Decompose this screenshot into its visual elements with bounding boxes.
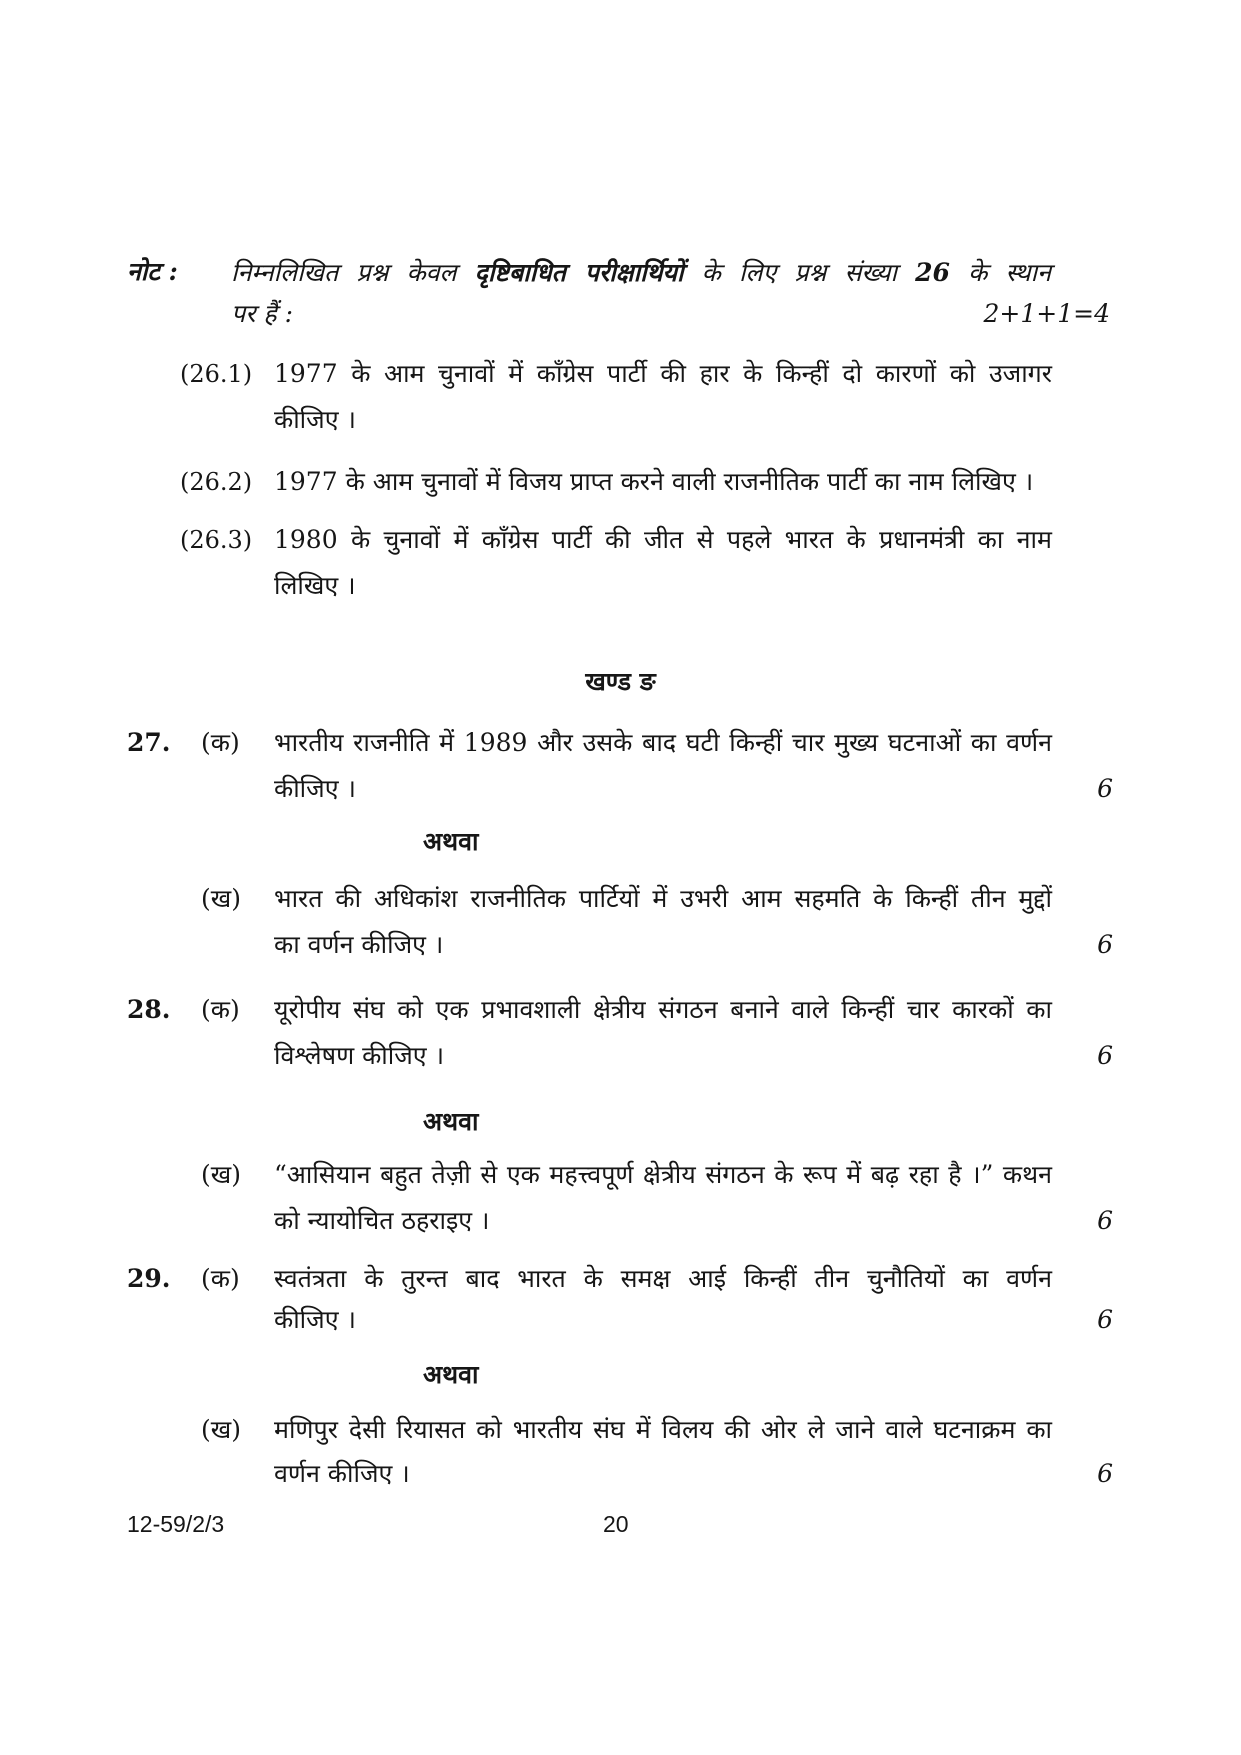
note-label: नोट :	[127, 257, 178, 286]
question-text: स्वतंत्रता के तुरन्त बाद भारत के समक्ष आई किन्हीं तीन चुनौतियों का वर्णन	[274, 1264, 1052, 1293]
or-label: अथवा	[423, 827, 479, 856]
question-text-cont: को न्यायोचित ठहराइए ।	[274, 1206, 490, 1235]
subquestion-text: 1977 के आम चुनावों में काँग्रेस पार्टी की हार के किन्हीं दो कारणों को उजागर	[274, 359, 1052, 388]
option-label: (क)	[201, 1264, 240, 1293]
question-number: 27.	[127, 728, 171, 757]
marks: 6	[1097, 1206, 1113, 1235]
option-label: (ख)	[201, 1160, 241, 1189]
question-text: भारत की अधिकांश राजनीतिक पार्टियों में उभरी आम सहमति के किन्हीं तीन मुद्दों	[274, 884, 1052, 913]
paper-code: 12-59/2/3	[127, 1511, 225, 1537]
question-text: “आसियान बहुत तेज़ी से एक महत्त्वपूर्ण क्षेत्रीय संगठन के रूप में बढ़ रहा है ।” कथन	[274, 1160, 1052, 1189]
subquestion-number: (26.2)	[180, 468, 253, 496]
subquestion-text: 1980 के चुनावों में काँग्रेस पार्टी की जीत से पहले भारत के प्रधानमंत्री का नाम	[274, 525, 1052, 554]
note-text-post: के स्थान	[949, 258, 1051, 287]
question-text-cont: कीजिए ।	[274, 1305, 356, 1334]
or-label: अथवा	[423, 1360, 479, 1389]
subquestion-text-cont: लिखिए ।	[274, 571, 356, 600]
question-text-cont: का वर्णन कीजिए ।	[274, 930, 444, 959]
marks: 6	[1097, 1041, 1113, 1070]
page-number: 20	[603, 1511, 629, 1537]
note-text	[231, 254, 1051, 292]
marks: 6	[1097, 1305, 1113, 1334]
subquestion-number: (26.3)	[180, 526, 253, 554]
subquestion-text: 1977 के आम चुनावों में विजय प्राप्त करने वाली राजनीतिक पार्टी का नाम लिखिए ।	[274, 467, 1034, 496]
option-label: (क)	[201, 995, 240, 1024]
question-number: 28.	[127, 995, 171, 1024]
section-heading: खण्ड ङ	[585, 667, 656, 696]
option-label: (क)	[201, 728, 240, 757]
marks: 6	[1097, 930, 1113, 959]
note-text-bold: दृष्टिबाधित परीक्षार्थियों	[474, 258, 684, 287]
question-number: 29.	[127, 1264, 171, 1293]
question-text-cont: विश्लेषण कीजिए ।	[274, 1041, 445, 1070]
option-label: (ख)	[201, 1415, 241, 1444]
note-text-line2: पर हैं :	[231, 299, 294, 328]
question-text: यूरोपीय संघ को एक प्रभावशाली क्षेत्रीय संगठन बनाने वाले किन्हीं चार कारकों का	[274, 995, 1052, 1024]
note-question-number: 26	[915, 258, 950, 287]
question-text: भारतीय राजनीति में 1989 और उसके बाद घटी किन्हीं चार मुख्य घटनाओं का वर्णन	[274, 728, 1052, 757]
note-marks: 2+1+1=4	[983, 299, 1110, 328]
question-text-cont: कीजिए ।	[274, 774, 356, 803]
subquestion-text-cont: कीजिए ।	[274, 405, 356, 434]
marks: 6	[1097, 1459, 1113, 1488]
marks: 6	[1097, 774, 1113, 803]
option-label: (ख)	[201, 884, 241, 913]
subquestion-number: (26.1)	[180, 360, 253, 388]
question-text-cont: वर्णन कीजिए ।	[274, 1459, 410, 1488]
note-text-mid: के लिए प्रश्न संख्या	[683, 258, 916, 287]
note-text-pre: निम्नलिखित प्रश्न केवल	[231, 258, 475, 287]
question-text: मणिपुर देसी रियासत को भारतीय संघ में विलय की ओर ले जाने वाले घटनाक्रम का	[274, 1415, 1052, 1444]
or-label: अथवा	[423, 1107, 479, 1136]
